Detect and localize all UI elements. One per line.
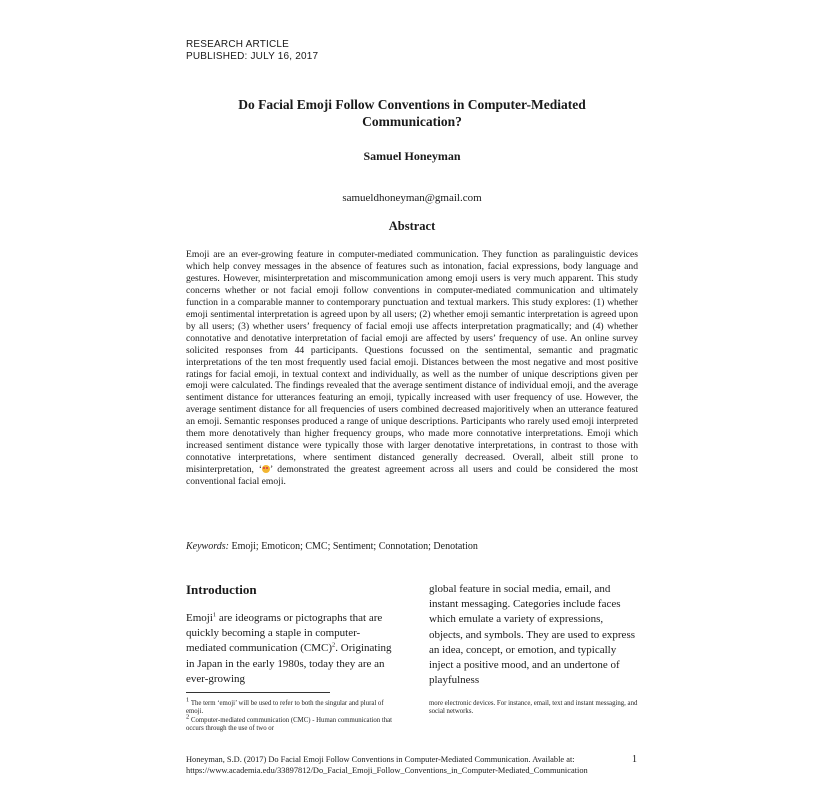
title-line-1: Do Facial Emoji Follow Conventions in Computer-Mediated xyxy=(238,97,586,112)
footnote-2: $^2$ Computer-mediated communication (CMC) - Human communication that occurs through the use of two or xyxy=(186,713,393,733)
footnote-ref-2: 2 xyxy=(332,641,336,649)
keywords-text: Emoji; Emoticon; CMC; Sentiment; Connotation; Denotation xyxy=(231,541,478,552)
introduction-heading: Introduction xyxy=(186,582,257,597)
footnote-2-continued: more electronic devices. For instance, email, text and instant messaging, and social networks. xyxy=(429,700,638,716)
introduction-column-1 xyxy=(186,611,392,687)
title-line-2: Communication? xyxy=(362,114,462,129)
abstract-text-part1: Emoji are an ever-growing feature in computer-mediated communication. They function as paralinguistic devices which help convey messages in the absence of features such as intonation, facial expressions, body language and gestures. However, misinterpretation and miscommunication among emoji users is very much apparent. This study concerns whether or not facial emoji follow conventions in computer-mediated communication and ultimately function in a comparable manner to contemporary punctuation and textual markers. This study explores: (1) whether emoji sentimental interpretation is agreed upon by all users; (2) whether emoji semantic interpretation is agreed upon by all users; (3) whether users’ frequency of facial emoji use affects interpretation pragmatically; and (4) whether connotative and denotative interpretation of facial emoji are affected by users’ frequency of use. An online survey solicited responses from 44 participants. Questions focussed on the sentimental, semantic and pragmatic interpretations of the ten most frequently used facial emoji. Distances between the most negative and most positive ratings for facial emoji, in textual context and individually, as well as the number of unique descriptions given per emoji were calculated. The findings revealed that the average sentiment distance of individual emoji, and the average sentiment distance for utterances featuring an emoji, typically increased with user frequency of use. However, the average sentiment distance for all frequencies of users combined decreased majoritively when an utterance featured an emoji. Semantic responses produced a range of unique descriptions. Participants who rarely used emoji interpreted them more denotatively than higher frequency groups, who made more connotative interpretations. Emoji which increased sentiment distance were typically those with larger denotative interpretations, in contrast to those with connotative interpretations, where sentiment distanced generally decreased. Overall, albeit still prone to misinterpretation, ‘ xyxy=(186,249,638,476)
intro-text-a: Emoji xyxy=(186,612,213,624)
page-number: 1 xyxy=(632,754,637,765)
footnote-ref-1: 1 xyxy=(212,611,217,619)
heart-eyes-emoji-icon xyxy=(262,465,270,473)
abstract-text-part2: ’ demonstrated the greatest agreement across all users and could be considered the most conventional facial emoji. xyxy=(186,464,638,488)
intro-text-c: . Originating in Japan in the early 1980s, today they are an ever-growing xyxy=(186,642,392,685)
keywords-line xyxy=(186,541,638,552)
footnote-divider xyxy=(186,692,330,693)
abstract-heading: Abstract xyxy=(388,219,436,233)
introduction-column-2: global feature in social media, email, and instant messaging. Categories include faces which emulate a variety of expressions, objects, and symbols. They are used to express an idea, concept, or emotion, and typically inject a positive mood, and an undertone of playfulness xyxy=(429,583,636,687)
keywords-label: Keywords: xyxy=(186,541,229,552)
footnote-1: $^1$ The term ‘emoji’ will be used to refer to both the singular and plural of emoji. xyxy=(186,696,384,716)
abstract-body xyxy=(186,249,638,488)
article-type-label: RESEARCH ARTICLE xyxy=(186,39,290,50)
paper-title xyxy=(186,96,638,130)
publish-date-label: PUBLISHED: JULY 16, 2017 xyxy=(186,51,319,62)
author-email: samueldhoneyman@gmail.com xyxy=(342,192,482,204)
citation-footer: Honeyman, S.D. (2017) Do Facial Emoji Follow Conventions in Computer-Mediated Communication. Available at: https://www.academia.edu/33897812/Do_Facial_Emoji_Follow_Conventions_in_Computer-Mediated_Communication xyxy=(186,755,588,775)
footnotes-column-1 xyxy=(186,696,396,734)
intro-text-b: are ideograms or pictographs that are quickly becoming a staple in computer-mediated communication (CMC) xyxy=(186,612,383,655)
author-name: Samuel Honeyman xyxy=(363,149,461,163)
